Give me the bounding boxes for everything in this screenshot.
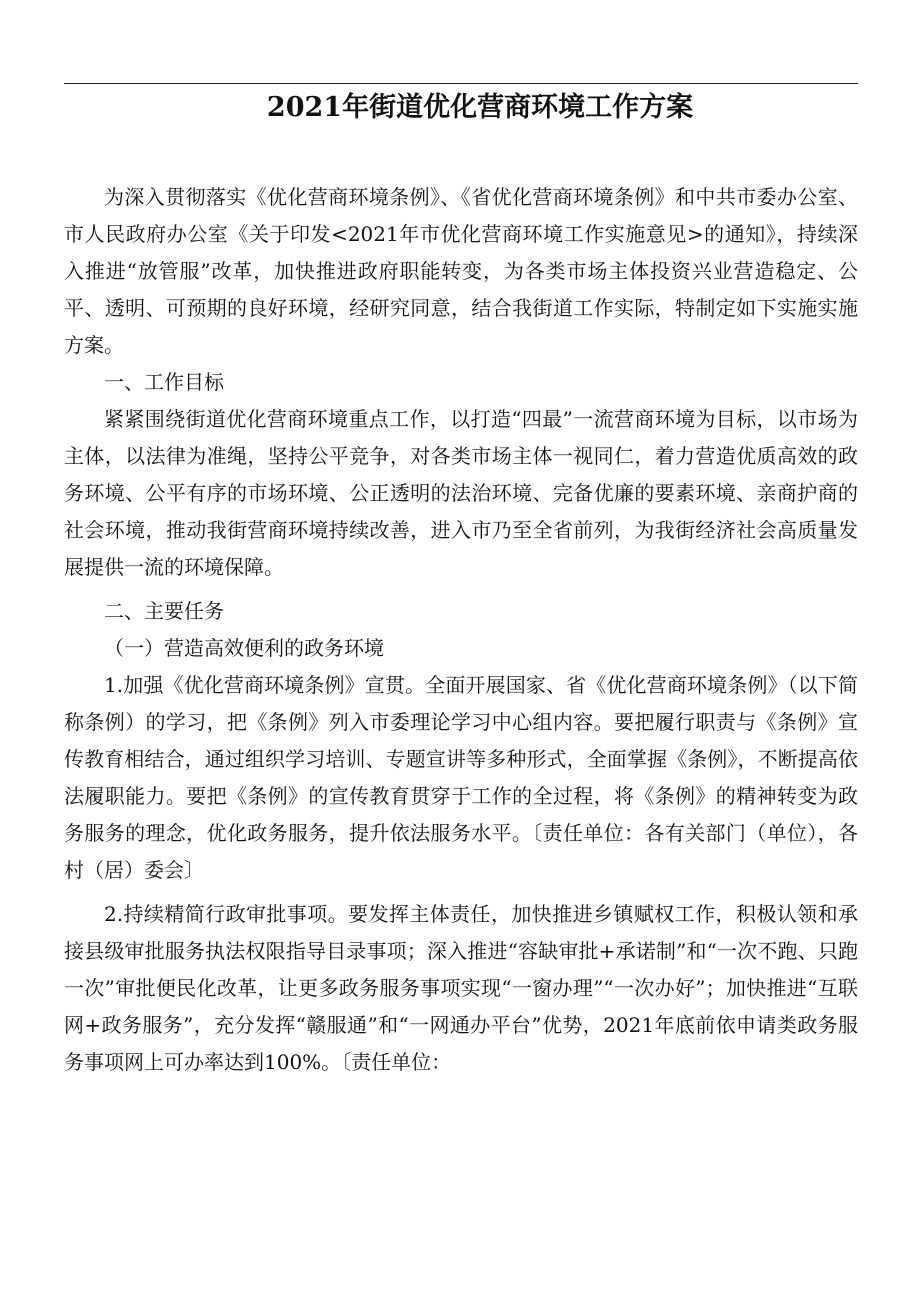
document-title: 2021年街道优化营商环境工作方案 (266, 92, 694, 123)
intro-paragraph: 为深入贯彻落实《优化营商环境条例》、《省优化营商环境条例》和中共市委办公室、市人民政府办公室《关于印发<2021年市优化营商环境工作实施意见>的通知》，持续深入推进“放管服”改革，加快推进政府职能转变，为各类市场主体投资兴业营造稳定、公平、透明、可预期的良好环境，经研究同意，结合我街道工作实际，特制定如下实施实施方案。 (64, 185, 858, 357)
goals-paragraph: 紧紧围绕街道优化营商环境重点工作，以打造“四最”一流营商环境为目标，以市场为主体，以法律为准绳，坚持公平竞争，对各类市场主体一视同仁，着力营造优质高效的政务环境、公平有序的市场环境、公正透明的法治环境、完备优廉的要素环境、亲商护商的社会环境，推动我街营商环境持续改善，进入市乃至全省前列，为我街经济社会高质量发展提供一流的环境保障。 (64, 407, 858, 579)
header-rule (64, 83, 858, 84)
section-heading-goals: 一、工作目标 (104, 370, 224, 394)
subsection-heading-government: （一）营造高效便利的政务环境 (104, 636, 384, 660)
document-body (64, 179, 858, 1081)
task-paragraph-2: 2.持续精简行政审批事项。要发挥主体责任，加快推进乡镇赋权工作，积极认领和承接县级审批服务执法权限指导目录事项；深入推进“容缺审批+承诺制”和“一次不跑、只跑一次”审批便民化改革，让更多政务服务事项实现“一窗办理”“一次办好”；加快推进“互联网+政务服务”，充分发挥“赣服通”和“一网通办平台”优势，2021年底前依申请类政务服务事项网上可办率达到100%。〔责任单位： (64, 902, 858, 1074)
task-paragraph-1: 1.加强《优化营商环境条例》宣贯。全面开展国家、省《优化营商环境条例》（以下简称条例）的学习，把《条例》列入市委理论学习中心组内容。要把履行职责与《条例》宣传教育相结合，通过组织学习培训、专题宣讲等多种形式，全面掌握《条例》，不断提高依法履职能力。要把《条例》的宣传教育贯穿于工作的全过程，将《条例》的精神转变为政务服务的理念，优化政务服务，提升依法服务水平。〔责任单位：各有关部门（单位），各村（居）委会〕 (64, 673, 858, 882)
section-heading-tasks: 二、主要任务 (104, 599, 224, 623)
